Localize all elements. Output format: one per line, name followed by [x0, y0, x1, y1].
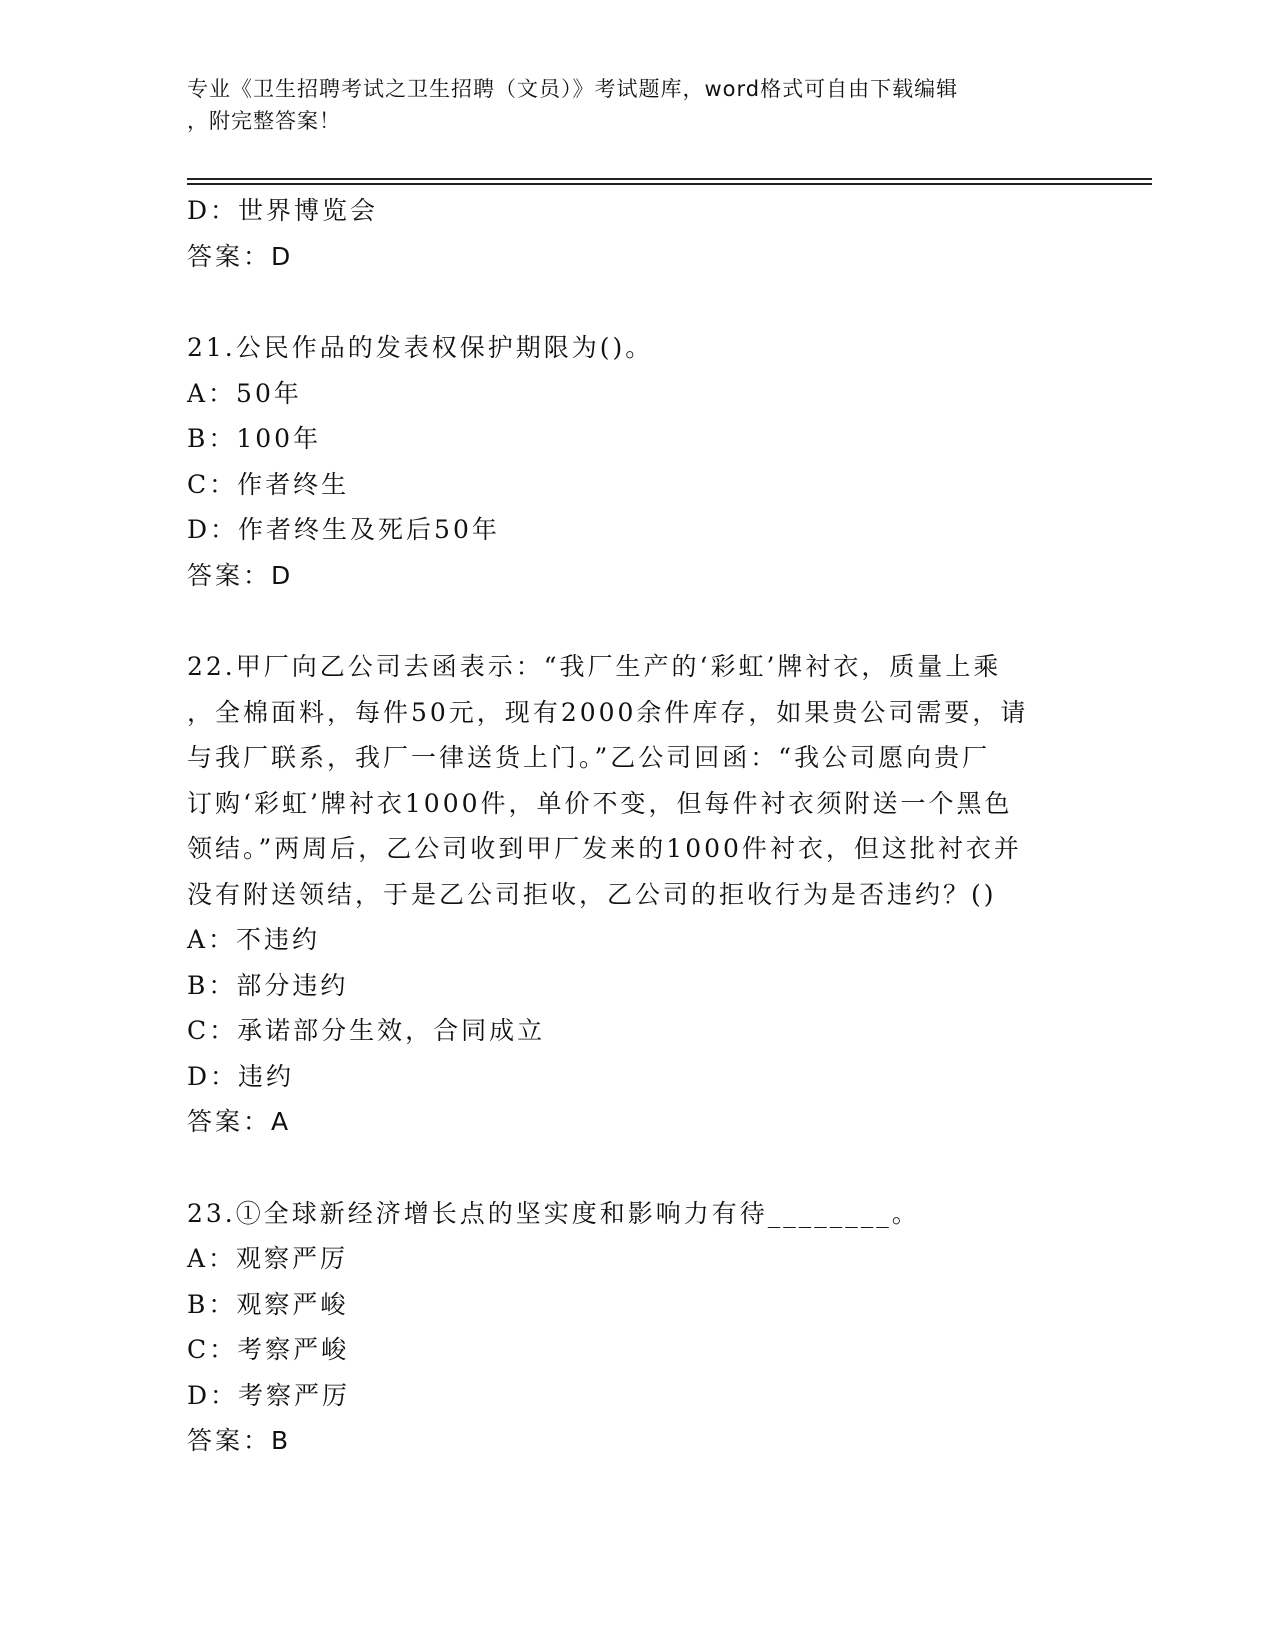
- question-stem-line: 没有附送领结，于是乙公司拒收，乙公司的拒收行为是否违约？(): [187, 879, 997, 909]
- previous-question-tail: [187, 188, 1087, 279]
- header-rule-bottom: [187, 183, 1152, 185]
- option-a: A：不违约: [187, 925, 321, 954]
- question-21: [187, 325, 1087, 598]
- answer-line: 答案：B: [187, 1426, 292, 1455]
- option-a: A：观察严厉: [187, 1244, 349, 1273]
- option-d: D：违约: [187, 1061, 295, 1091]
- option-d: D：考察严厉: [187, 1380, 351, 1410]
- question-stem-line: ，全棉面料，每件50元，现有2000余件库存，如果贵公司需要，请: [187, 697, 1029, 727]
- option-a: A：50年: [187, 378, 302, 408]
- question-list: [187, 188, 1087, 1464]
- option-c: C：考察严峻: [187, 1335, 350, 1364]
- option-d: D：作者终生及死后50年: [187, 515, 500, 544]
- answer-line: 答案：D: [187, 560, 294, 590]
- question-stem-line: 领结。”两周后，乙公司收到甲厂发来的1000件衬衣，但这批衬衣并: [187, 834, 1022, 863]
- document-header: [187, 73, 1067, 137]
- option-c: C：作者终生: [187, 469, 350, 499]
- question-stem-line: 22.甲厂向乙公司去函表示：“我厂生产的‘彩虹’牌衬衣，质量上乘: [187, 652, 1002, 681]
- header-line-1: 专业《卫生招聘考试之卫生招聘（文员）》考试题库，word格式可自由下载编辑: [187, 77, 959, 101]
- option-b: B：100年: [187, 424, 322, 453]
- header-rule-top: [187, 178, 1152, 180]
- answer-line: 答案：A: [187, 1107, 292, 1136]
- header-line-2: ，附完整答案！: [187, 109, 341, 133]
- question-22: [187, 644, 1087, 1145]
- option-b: B：观察严峻: [187, 1289, 349, 1319]
- option-c: C：承诺部分生效，合同成立: [187, 1016, 546, 1045]
- question-stem-line: 与我厂联系，我厂一律送货上门。”乙公司回函：“我公司愿向贵厂: [187, 743, 991, 772]
- question-23: [187, 1191, 1087, 1464]
- answer-line: 答案：D: [187, 241, 294, 271]
- question-stem: 23.①全球新经济增长点的坚实度和影响力有待________。: [187, 1198, 920, 1228]
- option-d: D：世界博览会: [187, 196, 379, 225]
- option-b: B：部分违约: [187, 970, 349, 1000]
- question-stem-line: 订购‘彩虹’牌衬衣1000件，单价不变，但每件衬衣须附送一个黑色: [187, 788, 1013, 818]
- question-stem: 21.公民作品的发表权保护期限为()。: [187, 333, 654, 362]
